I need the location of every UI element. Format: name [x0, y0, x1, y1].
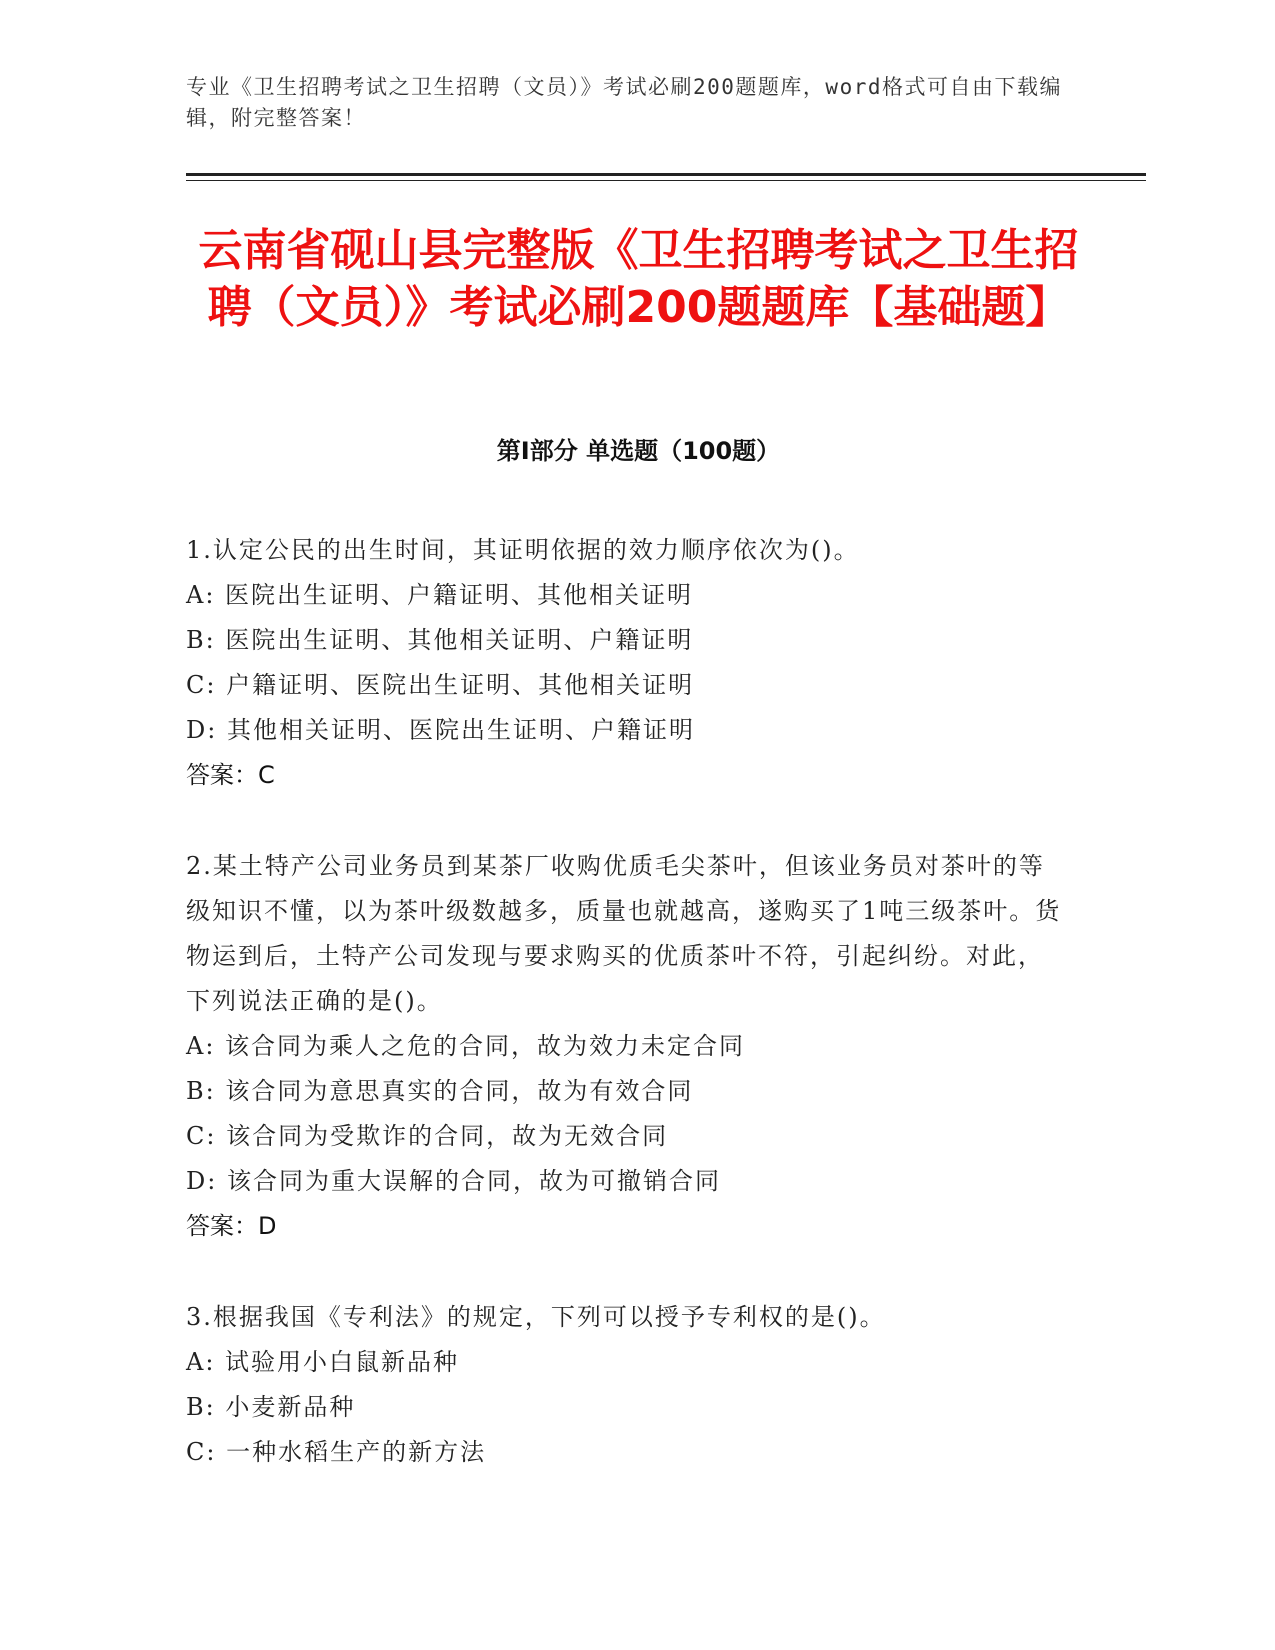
option-a: A: 该合同为乘人之危的合同，故为效力未定合同 [186, 1032, 746, 1060]
answer: 答案：C [186, 761, 275, 789]
option-d: D: 该合同为重大误解的合同，故为可撤销合同 [186, 1167, 721, 1195]
question-list [186, 528, 1066, 1521]
question-1 [186, 528, 1066, 798]
header-divider-thin [186, 180, 1146, 181]
option-d: D: 其他相关证明、医院出生证明、户籍证明 [186, 716, 695, 744]
question-3 [186, 1295, 1066, 1475]
question-stem: 2.某土特产公司业务员到某茶厂收购优质毛尖茶叶，但该业务员对茶叶的等级知识不懂，以为茶叶级数越多，质量也就越高，遂购买了1吨三级茶叶。货物运到后，土特产公司发现与要求购买的优质茶叶不符，引起纠纷。对此，下列说法正确的是()。 [186, 852, 1062, 1015]
question-2 [186, 844, 1066, 1249]
option-c: C: 该合同为受欺诈的合同，故为无效合同 [186, 1122, 669, 1150]
option-b: B: 小麦新品种 [186, 1393, 356, 1421]
document-title: 云南省砚山县完整版《卫生招聘考试之卫生招聘（文员）》考试必刷200题题库【基础题】 [198, 225, 1079, 333]
option-a: A: 医院出生证明、户籍证明、其他相关证明 [186, 581, 694, 609]
question-stem: 1.认定公民的出生时间，其证明依据的效力顺序依次为()。 [186, 536, 860, 564]
header-divider-thick [186, 173, 1146, 176]
header-note: 专业《卫生招聘考试之卫生招聘（文员）》考试必刷200题题库，word格式可自由下载编辑，附完整答案！ [186, 75, 1062, 130]
question-stem: 3.根据我国《专利法》的规定，下列可以授予专利权的是()。 [186, 1303, 886, 1331]
option-a: A: 试验用小白鼠新品种 [186, 1348, 460, 1376]
answer: 答案：D [186, 1212, 277, 1240]
option-c: C: 户籍证明、医院出生证明、其他相关证明 [186, 671, 695, 699]
section-title: 第Ⅰ部分 单选题（100题） [496, 437, 781, 465]
option-c: C: 一种水稻生产的新方法 [186, 1438, 487, 1466]
option-b: B: 该合同为意思真实的合同，故为有效合同 [186, 1077, 694, 1105]
option-b: B: 医院出生证明、其他相关证明、户籍证明 [186, 626, 694, 654]
